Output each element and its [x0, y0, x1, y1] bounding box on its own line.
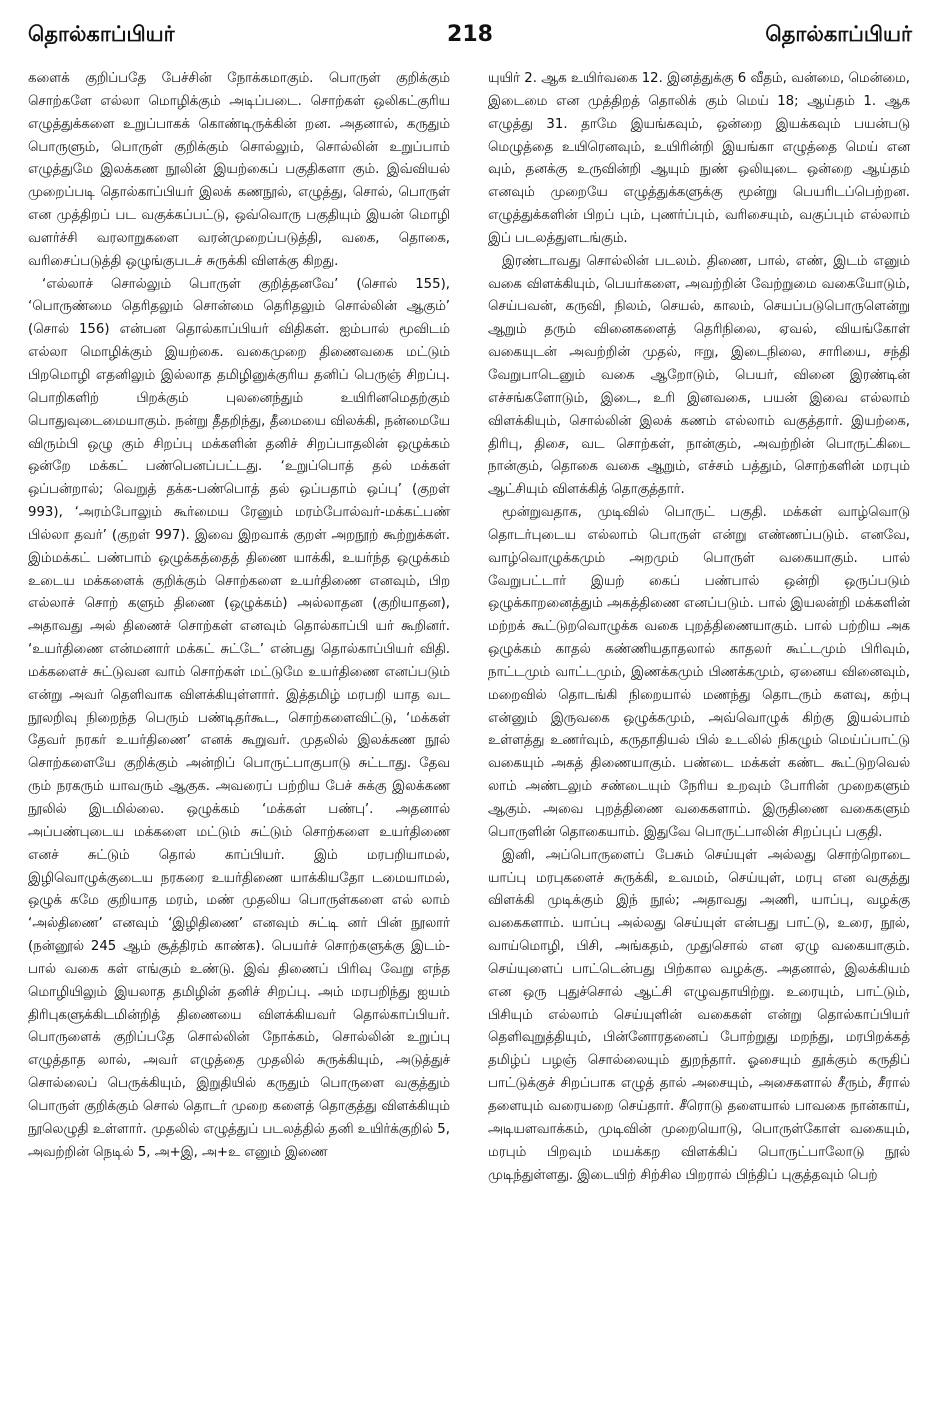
paragraph: மூன்றுவதாக, முடிவில் பொருட் பகுதி. மக்கள் வாழ்வொடு தொடர்புடைய எல்லாம் பொருள் என்று எண்ணப்படும். எனவே, வாழ்வொழுக்கமும் அறமும் பொருள் வகையாகும். பால் வேறுபட்டார் இயற் கைப் பண்பால் ஒன்றி ஒருப்படும் ஒழுக்காறனைத்தும் அகத்திணை எனப்படும். பால் இயலன்றி மக்களின் மற்றக் கூட்டுறவொழுக்க வகை புறத்திணையாகும். பால் பற்றிய அக ஒழுக்கம் காதல் கண்ணியதாதலால் காதலர் கூட்டமும் பிரிவும், நாட்டமும் வாட்டமும், இணக்கமும் பிணக்கமும், ஏனைய வினைவும், மறைவில் தொடங்கி நிறையால் மணந்து தொடரும் களவு, கற்பு என்னும் இருவகை ஒழுக்கமும், அவ்வொழுக் கிற்கு இயல்பாம் உள்ளத்து உணர்வும், கருதாதியல் பில் உடலில் நிகழும் மெய்ப்பாட்டு வகையும் அகத் திணையாகும். பண்டை மக்கள் கண்ட கூட்டுறவெல் லாம் அண்டலும் சண்டையும் நேரிய உறவும் போரின் முறைகளும் ஆகும். அவை புறத்திணை வகைகளாம். இருதிணை வகைகளும் பொருளின் தொகையாம். இதுவே பொருட்பாலின் சிறப்புப் பகுதி. — [488, 505, 910, 840]
left-column — [28, 68, 450, 1165]
paragraph: இனி, அப்பொருளைப் பேசும் செய்யுள் அல்லது சொற்றொடை யாப்பு மரபுகளைச் சுருக்கி, உவமம், செய்யுள், மரபு என வகுத்து விளக்கி முடிக்கும் இந் நூல்; அதாவது அணி, யாப்பு, வழக்கு வகைகளாம். யாப்பு அல்லது செய்யுள் என்பது பாட்டு, உரை, நூல், வாய்மொழி, பிசி, அங்கதம், முதுசொல் என ஏழு வகையாகும். செய்யுளைப் பாட்டென்பது பிற்கால வழக்கு. அதனால், இலக்கியம் என ஒரு புதுச்சொல் ஆட்சி எழுவதாயிற்று. உரையும், பாட்டும், பிசியும் எல்லாம் செய்யுளின் வகைகள் என்று தொல்காப்பியர் தெளிவுறுத்தியும், பின்னோரதனைப் போற்றுது மறந்து, மரபிறக்கத் தமிழ்ப் பழஞ் சொல்லையும் துறந்தார். ஓசையும் தூக்கும் கருதிப் பாட்டுக்குச் சிறப்பாக எழுத் தால் அசையும், அசைகளால் சீரும், சீரால் தளையும் வரையறை செய்தார். சீரொடு தளையால் பாவகை நான்காய், அடியளவாக்கம், முடிவின் முறையொடு, பொருள்கோள் வகையும், மரபும் பிறவும் மயக்கற விளக்கிப் பொருட்பாலோடு நூல் முடிந்துள்ளது. இடையிற் சிற்சில பிறரால் பிந்திப் புகுத்தவும் பெற் — [488, 847, 910, 1183]
running-title-left: தொல்காப்பியர் — [28, 22, 175, 46]
page-number: 218 — [447, 22, 493, 47]
paragraph: யுயிர் 2. ஆக உயிர்வகை 12. இனத்துக்கு 6 வீதம், வன்மை, மென்மை, இடைமை என முத்திறத் தொலிக் கும் மெய் 18; ஆய்தம் 1. ஆக எழுத்து 31. தாமே இயங்கவும், ஒன்றை இயக்கவும் பயன்படு மெழுத்தை உயிரெனவும், உயிரின்றி இயங்கா எழுத்தை மெய் என வும், தனக்கு உருவின்றி ஆயும் நுண் ஒலியுடை ஒன்றை ஆய்தம் எனவும் முறையே எழுத்துக்களுக்கு மூன்று பெயரிடப்பெற்றன. எழுத்துக்களின் பிறப் பும், புணர்ப்பும், வரிசையும், வகுப்பும் எல்லாம் இப் படலத்துளடங்கும். — [488, 71, 910, 246]
paragraph: ‘எல்லாச் சொல்லும் பொருள் குறித்தனவே’ (சொல் 155), ‘பொருண்மை தெரிதலும் சொன்மை தெரிதலும் சொல்லின் ஆகும்’ (சொல் 156) என்பன தொல்காப்பியர் விதிகள். ஐம்பால் மூவிடம் எல்லா மொழிக்கும் இயற்கை. வகைமுறை திணைவகை மட்டும் பிறமொழி எதனிலும் இல்லாத தமிழினுக்குரிய தனிப் பெருஞ் சிறப்பு. பொறிகளிற் பிறக்கும் புலனைந்தும் உயிரினமெதற்கும் பொதுவுடைமையாகும். நன்று தீதறிந்து, தீமையை விலக்கி, நன்மையே விரும்பி ஒழு கும் சிறப்பு மக்களின் தனிச் சிறப்பாதலின் ஒழுக்கம் ஒன்றே மக்கட் பண்பெனப்பட்டது. ‘உறுப்பொத் தல் மக்கள் ஒப்பன்றால்; வெறுத் தக்க-பண்பொத் தல் ஒப்பதாம் ஒப்பு’ (குறள் 993), ‘அரம்போலும் கூர்மைய ரேனும் மரம்போல்வர்-மக்கட்பண் பில்லா தவர்’ (குறள் 997). இவை இறவாக் குறள் அறநூற் கூற்றுக்கள். இம்மக்கட் பண்பாம் ஒழுக்கத்தைத் திணை யாக்கி, உயர்ந்த ஒழுக்கம் உடைய மக்களைக் குறிக்கும் சொற்களை உயர்திணை எனவும், பிற எல்லாச் சொற் களும் திணை (ஒழுக்கம்) அல்லாதன (குறியாதன), அதாவது அல் திணைச் சொற்கள் எனவும் தொல்காப்பி யர் கூறினர். ‘உயர்திணை என்மனார் மக்கட் சுட்டே’ என்பது தொல்காப்பியர் விதி. மக்களைச் சுட்டுவன வாம் சொற்கள் மட்டுமே உயர்திணை எனப்படும் என்று அவர் தெளிவாக விளக்கியுள்ளார். இத்தமிழ் மரபறி யாத வட நூலறிவு நிறைந்த பெரும் பண்டிதர்கூட, சொற்களைவிட்டு, ‘மக்கள் தேவர் நரகர் உயர்திணை’ எனக் கூறுவர். முதலில் இலக்கண நூல் சொற்களையே குறிக்கும் அன்றிப் பொருட்பாகுபாடு சுட்டாது. தேவ ரும் நரகரும் யாவரும் ஆகுக. அவரைப் பற்றிய பேச் சுக்கு இலக்கண நூலில் இடமில்லை. ஒழுக்கம் ‘மக்கள் பண்பு’. அதனால் அப்பண்புடைய மக்களை மட்டும் சுட்டும் சொற்களை உயர்திணை எனச் சுட்டும் தொல் காப்பியர். இம் மரபறியாமல், இழிவொழுக்குடைய நரகரை உயர்திணை யாக்கியதோ டமையாமல், ஒழுக் கமே குறியாத மரம், மண் முதலிய பொருள்களை எல் லாம் ‘அல்திணை’ எனவும் ‘இழிதிணை’ எனவும் சுட்டி னர் பின் நூலார் (நன்னூல் 245 ஆம் சூத்திரம் காண்க). பெயர்ச் சொற்களுக்கு இடம்-பால் வகை கள் எங்கும் உண்டு. இவ் திணைப் பிரிவு வேறு எந்த மொழியிலும் இயலாத தமிழின் தனிச் சிறப்பு. அம் மரபறிந்து ஐயம் திரிபுகளுக்கிடமின்றித் திணையை விளக்கியவர் தொல்காப்பியர். பொருளைக் குறிப்பதே சொல்லின் நோக்கம், சொல்லின் உறுப்பு எழுத்தாத லால், அவர் எழுத்தை முதலில் சுருக்கியும், அடுத்துச் சொல்லைப் பெருக்கியும், இறுதியில் கருதும் பொருளை வகுத்தும் பொருள் குறிக்கும் சொல் தொடர் முறை களைத் தொகுத்து விளக்கியும் நூலெழுதி உள்ளார். முதலில் எழுத்துப் படலத்தில் தனி உயிர்க்குறில் 5, அவற்றின் நெடில் 5, அ+இ, அ+உ எனும் இணை — [28, 276, 450, 1160]
running-title-right: தொல்காப்பியர் — [765, 22, 912, 46]
paragraph: இரண்டாவது சொல்லின் படலம். திணை, பால், எண், இடம் எனும் வகை விளக்கியும், பெயர்களை, அவற்றின் வேற்றுமை வகையோடும், செய்பவன், கருவி, நிலம், செயல், காலம், செயப்படுபொருளென்று ஆறும் தரும் வினைகளைத் தெரிநிலை, ஏவல், வியங்கோள் வகையுடன் அவற்றின் முதல், ஈறு, இடைநிலை, சாரியை, சந்தி வேறுபாடெனும் வகை ஆறோடும், பெயர், வினை இரண்டின் எச்சங்களோடும், இடை, உரி இனவகை, பயன் இவை எல்லாம் விளக்கியும், சொல்லின் இலக் கணம் எல்லாம் வகுத்தார். இயற்கை, திரிபு, திசை, வட சொற்கள், நான்கும், அவற்றின் பொருட்கிடை நான்கும், தொகை வகை ஆறும், எச்சம் பத்தும், சொற்களின் மரபும் ஆட்சியும் விளக்கித் தொகுத்தார். — [488, 253, 910, 498]
paragraph: களைக் குறிப்பதே பேச்சின் நோக்கமாகும். பொருள் குறிக்கும் சொற்களே எல்லா மொழிக்கும் அடிப்படை. சொற்கள் ஒலிகட்குரிய எழுத்துக்களை உறுப்பாகக் கொண்டிருக்கின் றன. அதனால், கருதும் பொருளும், பொருள் குறிக்கும் சொல்லும், சொல்லின் உறுப்பாம் எழுத்துமே இலக்கண நூலின் இயற்கைப் பகுதிகளா கும். இவ்வியல் முறைப்படி தொல்காப்பியர் இலக் கணநூல், எழுத்து, சொல், பொருள் என முத்திறப் பட வகுக்கப்பட்டு, ஒவ்வொரு பகுதியும் இயன் மொழி வளர்ச்சி வரலாறுகளை வரன்முறைப்படுத்தி, வகை, தொகை, வரிசைப்படுத்தி ஒழுங்குபடச் சுருக்கி விளக்கு கிறது. — [28, 71, 450, 269]
page-header — [28, 22, 912, 58]
right-column — [488, 68, 910, 1187]
